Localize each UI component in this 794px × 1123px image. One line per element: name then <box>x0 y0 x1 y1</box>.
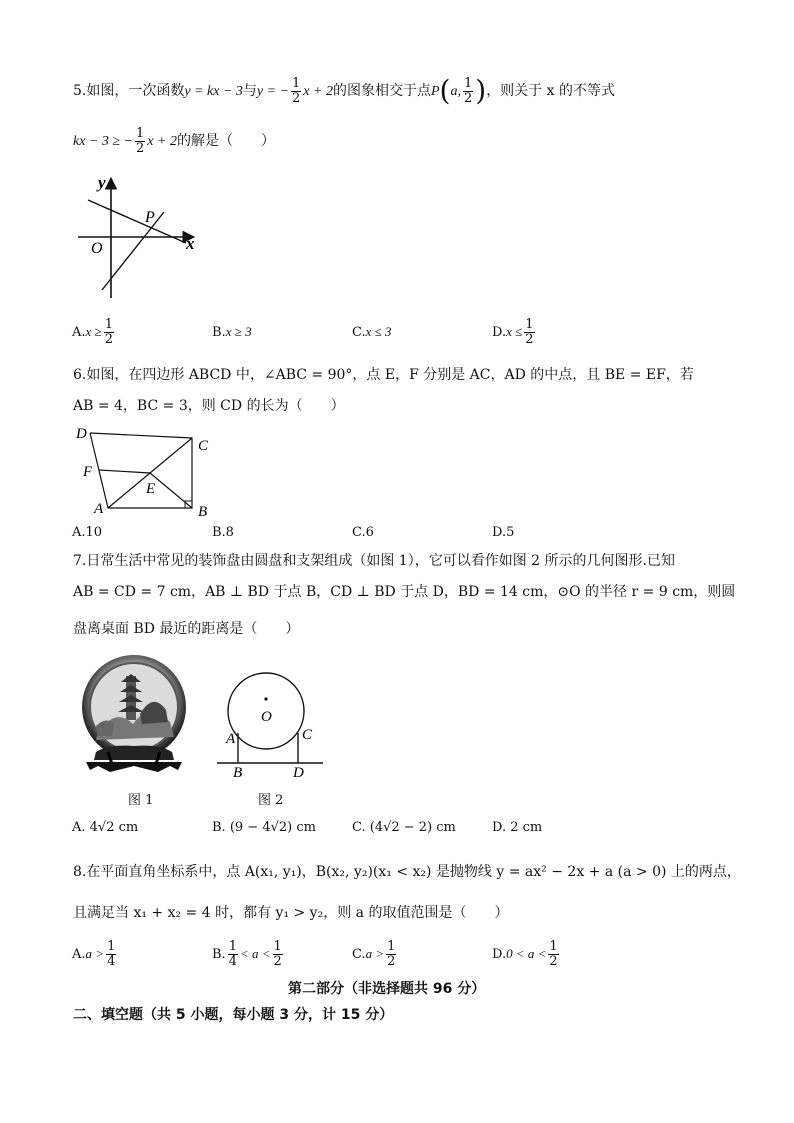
q5-option-b-label: B. <box>212 325 226 340</box>
q8-option-d-label: D. <box>492 947 507 962</box>
q5-stem-mid2: 的图象相交于点 <box>332 83 431 99</box>
label-c: C <box>302 727 313 743</box>
q6-option-d[interactable]: D.5 <box>492 525 515 540</box>
q8-option-b-label: B. <box>212 947 226 962</box>
q8-option-d[interactable] <box>492 936 561 972</box>
q5-option-a-text: x ≥ <box>85 324 102 339</box>
q5-inequality-frac: $\frac{1}{2}$ <box>136 125 145 156</box>
q5-option-c-label: C. <box>352 325 366 340</box>
x-axis-label: x <box>186 234 195 253</box>
q5-option-d[interactable] <box>492 314 537 350</box>
y-axis-label: y <box>98 173 106 192</box>
q8-option-a-frac: $\frac{1}{4}$ <box>107 939 116 969</box>
q8-option-c-frac: $\frac{1}{2}$ <box>387 939 396 969</box>
label-d: D <box>76 426 87 442</box>
q8-option-c-label: C. <box>352 947 366 962</box>
q5-option-c[interactable] <box>352 314 392 350</box>
q8-option-a-pre: a > <box>85 946 105 961</box>
q5-option-a[interactable] <box>72 314 116 350</box>
center-point <box>264 697 267 700</box>
q5-option-b[interactable] <box>212 314 252 350</box>
q8-option-b-frac2: $\frac{1}{2}$ <box>273 939 282 969</box>
q7-option-a[interactable]: A. 4√2 cm <box>72 820 139 835</box>
q5-inequality-suffix: 的解是（ ） <box>176 133 275 149</box>
q8-stem-line2: 且满足当 x₁ + x₂ = 4 时，都有 y₁ > y₂，则 a 的取值范围是（ ） <box>73 905 509 921</box>
q5-option-a-label: A. <box>72 325 86 340</box>
q7-figure-2 <box>212 660 332 780</box>
q5-function-2-lhs: y = − <box>256 84 290 99</box>
q6-option-a[interactable]: A.10 <box>72 525 103 540</box>
q6-option-b[interactable]: B.8 <box>212 525 234 540</box>
q7-figure-2-caption: 图 2 <box>258 793 284 808</box>
label-a: A <box>226 731 236 747</box>
q5-point-frac: $\frac{1}{2}$ <box>463 75 473 106</box>
label-a: A <box>94 501 104 517</box>
q7-stem-line3: 盘离桌面 BD 最近的距离是（ ） <box>73 621 300 637</box>
q5-stem-suffix: ，则关于 x 的不等式 <box>486 83 615 99</box>
q5-option-b-text: x ≥ 3 <box>225 324 252 339</box>
q6-stem-line1: 6.如图，在四边形 ABCD 中，∠ABC = 90°，点 E，F 分别是 AC，AD 的中点，且 BE = EF，若 <box>73 367 694 383</box>
q5-function-2-rhs: x + 2 <box>303 84 333 99</box>
q5-stem-mid1: 与 <box>242 83 257 99</box>
q5-inequality-lhs: kx − 3 ≥ − <box>73 134 134 149</box>
q5-option-d-label: D. <box>492 325 507 340</box>
q8-option-a-label: A. <box>72 947 86 962</box>
q8-option-b-frac1: $\frac{1}{4}$ <box>228 939 237 969</box>
q5-point-p: P <box>430 84 440 99</box>
label-c: C <box>198 438 209 454</box>
q5-figure <box>74 170 204 305</box>
segment-eb <box>150 473 192 508</box>
q5-stem-line2 <box>73 126 275 156</box>
q8-option-d-pre: 0 < a < <box>506 946 547 961</box>
q7-option-d[interactable]: D. 2 cm <box>492 820 543 835</box>
q8-option-a[interactable] <box>72 936 118 972</box>
label-b: B <box>233 765 243 780</box>
section-2-heading: 二、填空题（共 5 小题，每小题 3 分，计 15 分） <box>73 1007 394 1023</box>
q7-figure-1-caption: 图 1 <box>128 793 154 808</box>
point-p-label: P <box>145 209 155 226</box>
q6-figure <box>74 422 224 522</box>
q8-option-d-frac: $\frac{1}{2}$ <box>549 939 558 969</box>
q5-stem-line1: 5.如图，一次函数y = kx − 3与y = − $\frac{1}{2}$ x + 2的图象相交于点P(a, $\frac{1}{2}$ )，则关于 x 的不等式 <box>73 74 615 107</box>
q8-option-c[interactable] <box>352 936 398 972</box>
q5-option-c-text: x ≤ 3 <box>365 324 392 339</box>
label-d: D <box>293 765 304 780</box>
segment-fe <box>99 470 150 473</box>
label-o: O <box>261 709 272 725</box>
q7-option-b[interactable]: B. (9 − 4√2) cm <box>212 820 316 835</box>
q7-option-c[interactable]: C. (4√2 − 2) cm <box>352 820 456 835</box>
q8-option-b-mid: < a < <box>239 946 271 961</box>
q5-number: 5. <box>73 83 87 99</box>
label-e: E <box>146 481 156 497</box>
q5-point-coord: a, <box>450 84 461 99</box>
q7-figure-1-plate-image <box>78 652 190 777</box>
q6-option-c[interactable]: C.6 <box>352 525 374 540</box>
part-2-heading: 第二部分（非选择题共 96 分） <box>288 981 486 997</box>
q7-stem-line1: 7.日常生活中常见的装饰盘由圆盘和支架组成（如图 1），它可以看作如图 2 所示的几何图形.已知 <box>73 553 675 569</box>
q5-option-d-frac: $\frac{1}{2}$ <box>525 317 534 347</box>
q7-stem-line2: AB = CD = 7 cm，AB ⊥ BD 于点 B，CD ⊥ BD 于点 D，BD = 14 cm，⊙O 的半径 r = 9 cm，则圆 <box>73 584 736 600</box>
q8-option-b[interactable] <box>212 936 285 972</box>
q6-stem-line2: AB = 4，BC = 3，则 CD 的长为（ ） <box>73 398 345 414</box>
label-f: F <box>83 464 93 480</box>
q5-stem-prefix: 如图，一次函数 <box>86 83 185 99</box>
q5-frac-half: $\frac{1}{2}$ <box>292 75 301 106</box>
q8-option-c-pre: a > <box>365 946 385 961</box>
origin-label: O <box>91 240 103 257</box>
q5-inequality-rhs: x + 2 <box>147 134 177 149</box>
label-b: B <box>198 504 208 520</box>
q5-function-1: y = kx − 3 <box>184 84 243 99</box>
q5-option-a-frac: $\frac{1}{2}$ <box>104 317 113 347</box>
q8-stem-line1: 8.在平面直角坐标系中，点 A(x₁, y₁)，B(x₂, y₂)(x₁ < x₂) 是抛物线 y = ax² − 2x + a (a > 0) 上的两点， <box>73 864 741 880</box>
q5-option-d-text: x ≤ <box>506 324 523 339</box>
